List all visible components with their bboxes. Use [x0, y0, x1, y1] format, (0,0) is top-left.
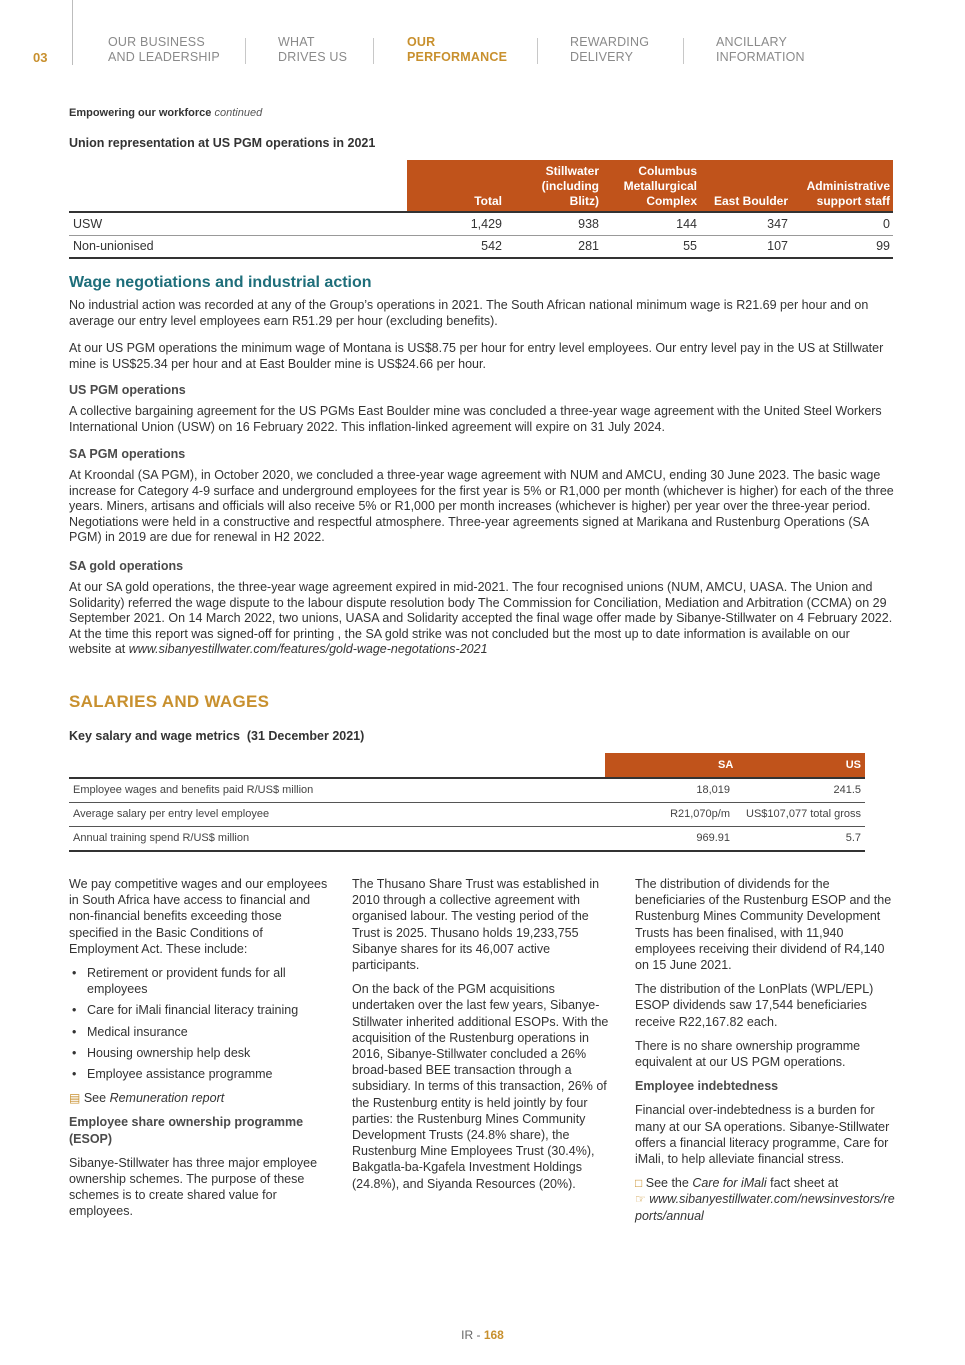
- remuneration-report-link[interactable]: [69, 1090, 331, 1106]
- nav-line: ANCILLARY: [716, 35, 788, 49]
- nav-line: OUR: [407, 35, 436, 49]
- sa-pgm-text: At Kroondal (SA PGM), in October 2020, we concluded a three-year wage agreement with NUM and AMCU, ending 30 June 2023. The basic wage increase for Category 4-9 surface and underground employees for the first year is 5% or R1,000 per month (whichever is higher) for each of the three years. Miners, artisans and officials will also receive 5% or R1,000 per month increases (whichever is higher) per year over the three-year period. Negotiations were held in a constructive and respectful atmosphere. Three-year agreements signed at Marikana and Rustenburg Operations (SA PGM) in 2019 are due for renewal in H2 2022.: [69, 468, 894, 544]
- nav-our-business[interactable]: [108, 35, 220, 65]
- see-text: See: [83, 1091, 107, 1106]
- cell-us: 241.5: [833, 784, 861, 796]
- folder-icon: □: [635, 1176, 643, 1191]
- col3-paragraph: The distribution of the LonPlats (WPL/EPL) ESOP dividends saw 17,544 beneficiaries receive R22,167.82 each.: [635, 982, 874, 1029]
- list-item: • Employee assistance programme: [69, 1066, 331, 1082]
- cell-east-boulder: 107: [767, 239, 788, 253]
- list-item: • Housing ownership help desk: [69, 1045, 331, 1061]
- annual-reports-link[interactable]: www.sibanyestillwater.com/newsinvestors/reports/annual: [635, 1192, 895, 1223]
- table-rule: [69, 257, 893, 259]
- wage-paragraph-1: No industrial action was recorded at any of the Group’s operations in 2021. The South African national minimum wage is R21.69 per hour and on average our entry level employees earn R51.29 per hour (excluding benefits).: [69, 298, 869, 328]
- nav-line: INFORMATION: [716, 50, 805, 64]
- salary-table-title: Key salary and wage metrics (31 December 2021): [69, 729, 365, 743]
- esop-heading: Employee share ownership programme (ESOP): [69, 1115, 304, 1146]
- col3-paragraph: Financial over-indebtedness is a burden for many at our SA operations. Sibanye-Stillwater offers a financial literacy programme, Care for iMali, to help alleviate financial stress.: [635, 1103, 890, 1167]
- wage-heading: Wage negotiations and industrial action: [69, 274, 372, 291]
- nav-rewarding-delivery[interactable]: [570, 35, 649, 65]
- row-label: Non-unionised: [73, 239, 154, 253]
- nav-ancillary-information[interactable]: [716, 35, 805, 65]
- indebtedness-heading: Employee indebtedness: [635, 1079, 779, 1094]
- nav-our-performance[interactable]: [407, 35, 507, 65]
- list-item: • Medical insurance: [69, 1024, 331, 1040]
- cell-stillwater: 938: [578, 217, 599, 231]
- table-rule: [69, 211, 893, 213]
- benefits-list: [69, 965, 331, 1082]
- col-stillwater: Stillwater (including Blitz): [541, 164, 599, 208]
- header-divider: [72, 0, 73, 65]
- row-label: Average salary per entry level employee: [73, 808, 270, 820]
- col-us: US: [845, 759, 861, 771]
- cell-us: 5.7: [845, 832, 861, 844]
- nav-line: AND LEADERSHIP: [108, 50, 220, 64]
- page-footer: [0, 1328, 965, 1342]
- sa-gold-heading: SA gold operations: [69, 559, 184, 573]
- care-for-imali-reference: [635, 1175, 897, 1224]
- column-3: [635, 876, 897, 1232]
- nav-separator: [537, 38, 538, 64]
- cell-admin: 0: [883, 217, 890, 231]
- column-2: [352, 876, 614, 1200]
- wage-paragraph-2: At our US PGM operations the minimum wage of Montana is US$8.75 per hour for entry level employees. Our entry level pay in the US at Stillwater mine is US$25.34 per hour and at East Boulder mine is US$24.66 per hour.: [69, 341, 884, 371]
- document-icon: ▤: [69, 1091, 81, 1106]
- cell-sa: R21,070p/m: [670, 808, 730, 820]
- nav-separator: [245, 38, 246, 64]
- cell-stillwater: 281: [578, 239, 599, 253]
- cell-east-boulder: 347: [767, 217, 788, 231]
- nav-line: REWARDING: [570, 35, 650, 49]
- row-label: Annual training spend R/US$ million: [73, 832, 250, 844]
- nav-line: DRIVES US: [278, 50, 348, 64]
- table-rule: [69, 802, 865, 803]
- gold-wage-link[interactable]: www.sibanyestillwater.com/features/gold-wage-negotations-2021: [128, 642, 488, 656]
- col-columbus: Columbus Metallurgical Complex: [623, 164, 697, 208]
- nav-separator: [683, 38, 684, 64]
- col2-paragraph: The Thusano Share Trust was established in 2010 through a collective agreement with organised labour. The vesting period of the Trust is 2025. Thusano holds 19,233,755 Sibanye shares for its 46,007 active participants.: [352, 877, 600, 973]
- section-continued: continued: [214, 107, 263, 119]
- table-rule: [69, 777, 865, 779]
- us-pgm-text: A collective bargaining agreement for the US PGMs East Boulder mine was concluded a three-year wage agreement with the United Steel Workers International Union (USW) on 16 February 2022. This inflation-linked agreement will expire on 31 July 2024.: [69, 404, 882, 434]
- cell-us: US$107,077 total gross: [746, 808, 861, 820]
- cell-columbus: 55: [683, 239, 697, 253]
- see-text: See the: [645, 1176, 689, 1191]
- cell-sa: 969.91: [696, 832, 730, 844]
- section-label-text: Empowering our workforce: [69, 107, 212, 119]
- nav-line: PERFORMANCE: [407, 50, 508, 64]
- table-rule: [69, 850, 865, 852]
- row-label: Employee wages and benefits paid R/US$ million: [73, 784, 314, 796]
- cell-admin: 99: [876, 239, 890, 253]
- sa-pgm-heading: SA PGM operations: [69, 447, 186, 461]
- col-total: Total: [474, 194, 502, 208]
- cell-total: 542: [481, 239, 502, 253]
- nav-what-drives-us[interactable]: [278, 35, 347, 65]
- list-item: • Care for iMali financial literacy training: [69, 1002, 331, 1018]
- sa-gold-body: At our SA gold operations, the three-year wage agreement expired in mid-2021. The four recognised unions (NUM, AMCU, UASA. The Union and Solidarity) referred the wage dispute to the labour dispute resolution body The Commission for Conciliation, Mediation and Arbitration (CCMA) on 29 September 2021. On 14 March 2022, two unions, UASA and Solidarity accepted the final wage offer made by Sibanye-Stillwater on 4 February 2022. At the time this report was signed-off for printing , the SA gold strike was not concluded but the most up to date information is available on our website at: [69, 580, 893, 656]
- remuneration-report-ref: Remuneration report: [109, 1091, 225, 1106]
- union-table-header: [407, 160, 893, 212]
- col-sa: SA: [718, 759, 734, 771]
- sa-gold-text: [69, 580, 894, 658]
- us-pgm-heading: US PGM operations: [69, 383, 186, 397]
- col-east-boulder: East Boulder: [713, 194, 788, 208]
- cell-total: 1,429: [470, 217, 502, 231]
- list-item: • Retirement or provident funds for all employees: [69, 965, 331, 997]
- column-1: [69, 876, 331, 1228]
- nav-line: DELIVERY: [570, 50, 634, 64]
- col1-paragraph: Sibanye-Stillwater has three major employee ownership schemes. The purpose of these schemes is to create shared value for employees.: [69, 1155, 318, 1219]
- col3-paragraph: There is no share ownership programme equivalent at our US PGM operations.: [635, 1038, 861, 1070]
- col3-paragraph: The distribution of dividends for the beneficiaries of the Rustenburg ESOP and the Rustenburg Mines Community Development Trusts has been finalised, with 11,940 employees receiving their dividend of R4,140 on 15 June 2021.: [635, 877, 892, 973]
- see-text: fact sheet at: [770, 1176, 839, 1191]
- union-table-title: Union representation at US PGM operations in 2021: [69, 136, 376, 150]
- nav-line: OUR BUSINESS: [108, 35, 205, 49]
- care-for-imali-ref: Care for iMali: [692, 1176, 767, 1191]
- section-label: [69, 107, 262, 119]
- salary-table-header: [605, 753, 865, 777]
- row-label: USW: [73, 217, 103, 231]
- nav-line: WHAT: [278, 35, 315, 49]
- footer-page-number: 168: [483, 1328, 504, 1342]
- section-number: 03: [33, 50, 48, 65]
- cell-columbus: 144: [676, 217, 697, 231]
- nav-separator: [373, 38, 374, 64]
- table-rule: [69, 235, 893, 236]
- col2-paragraph: On the back of the PGM acquisitions undertaken over the last few years, Sibanye-Stillwater inherited additional ESOPs. With the acquisition of the Rustenburg operations in 2016, Sibanye-Stillwater concluded a 26% broad-based BEE transaction through a subsidiary. In terms of this transaction, 26% of the Rustenburg entity is held jointly by four parties: the Rustenburg Mines Community Development Trusts (24.8% share), the Rustenburg Mine Employees Trust (30.4%), Bakgatla-ba-Kgafela Investment Holdings (24.8%), and Siyanda Resources (20%).: [352, 982, 609, 1191]
- col1-paragraph: We pay competitive wages and our employees in South Africa have access to financial and non-financial benefits exceeding those specified in the Basic Conditions of Employment Act. These include:: [69, 877, 328, 956]
- col-admin-staff: Administrative support staff: [806, 179, 890, 208]
- cell-sa: 18,019: [696, 784, 730, 796]
- footer-prefix: IR -: [461, 1328, 481, 1342]
- table-rule: [69, 826, 865, 827]
- click-pointer-icon: ☞: [635, 1192, 646, 1207]
- salaries-heading: SALARIES AND WAGES: [69, 692, 270, 711]
